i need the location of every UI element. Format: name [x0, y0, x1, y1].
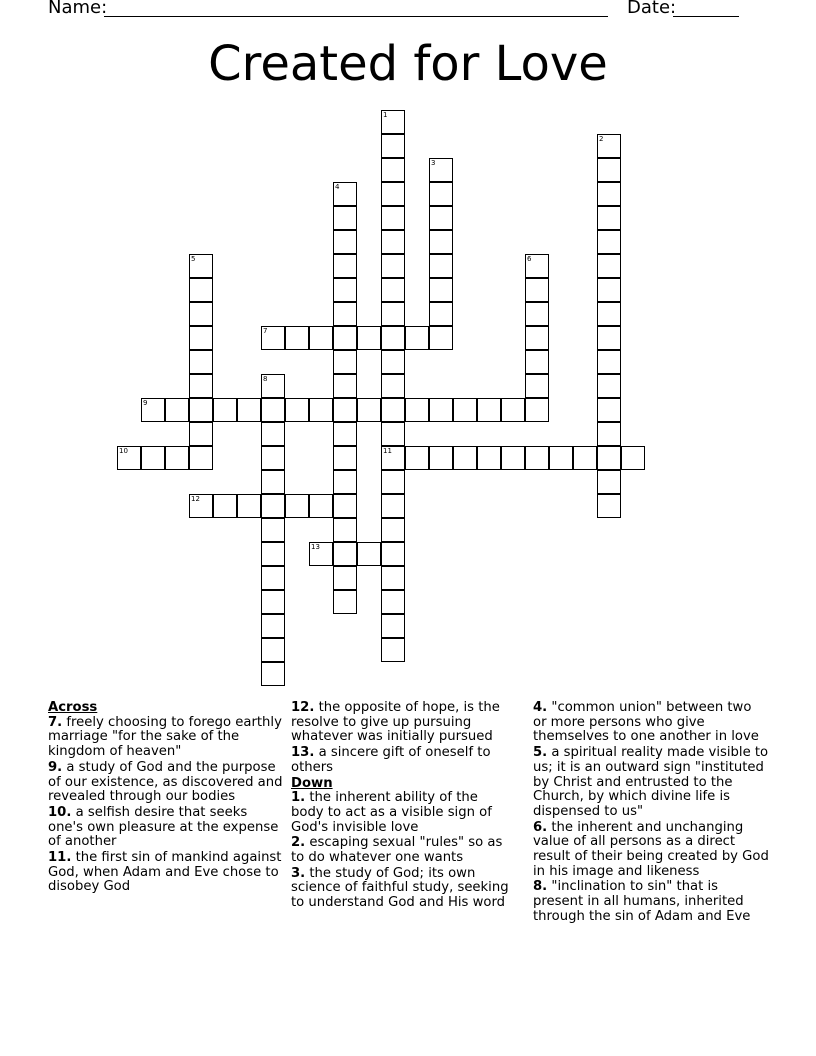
grid-cell[interactable] [597, 446, 621, 470]
clue-down-3 [291, 867, 513, 911]
grid-cell[interactable] [381, 566, 405, 590]
grid-cell[interactable] [213, 494, 237, 518]
grid-cell[interactable] [597, 278, 621, 302]
date-label: Date: [627, 0, 677, 18]
grid-cell[interactable] [333, 446, 357, 470]
grid-cell[interactable] [189, 254, 213, 278]
clue-number: 9. [48, 759, 63, 775]
grid-cell[interactable] [525, 254, 549, 278]
grid-cell[interactable] [597, 398, 621, 422]
clue-text: "inclination to sin" that is present in all humans, inherited through the sin of Adam and Eve [533, 879, 751, 924]
grid-cell[interactable] [189, 446, 213, 470]
grid-cell[interactable] [261, 614, 285, 638]
grid-cell[interactable] [381, 590, 405, 614]
grid-cell[interactable] [429, 182, 453, 206]
clues-column-3 [533, 701, 769, 926]
grid-cell[interactable] [381, 158, 405, 182]
grid-cell[interactable] [189, 278, 213, 302]
grid-cell[interactable] [429, 302, 453, 326]
grid-cell[interactable] [285, 398, 309, 422]
clue-number: 12. [291, 700, 315, 715]
grid-cell[interactable] [141, 398, 165, 422]
grid-cell[interactable] [261, 662, 285, 686]
grid-cell[interactable] [501, 446, 525, 470]
grid-cell-number: 7 [263, 327, 268, 335]
grid-cell[interactable] [501, 398, 525, 422]
grid-cell[interactable] [381, 398, 405, 422]
clue-across-11 [48, 851, 284, 895]
grid-cell[interactable] [261, 518, 285, 542]
clues-column-2 [291, 701, 513, 912]
grid-cell[interactable] [429, 158, 453, 182]
grid-cell[interactable] [381, 542, 405, 566]
grid-cell[interactable] [333, 494, 357, 518]
grid-cell[interactable] [381, 470, 405, 494]
grid-cell[interactable] [213, 398, 237, 422]
grid-cell[interactable] [597, 422, 621, 446]
grid-cell[interactable] [381, 638, 405, 662]
grid-cell[interactable] [429, 278, 453, 302]
clue-number: 1. [291, 790, 306, 806]
grid-cell[interactable] [333, 350, 357, 374]
grid-cell[interactable] [405, 446, 429, 470]
grid-cell[interactable] [381, 278, 405, 302]
clue-text: the inherent ability of the body to act as a visible sign of God's invisible love [291, 790, 492, 835]
grid-cell[interactable] [381, 374, 405, 398]
grid-cell-number: 5 [191, 255, 196, 263]
clue-number: 7. [48, 714, 63, 730]
grid-cell-number: 12 [191, 495, 200, 503]
grid-cell[interactable] [381, 422, 405, 446]
grid-cell[interactable] [429, 254, 453, 278]
grid-cell[interactable] [453, 398, 477, 422]
grid-cell[interactable] [189, 374, 213, 398]
grid-cell[interactable] [309, 494, 333, 518]
across-heading: Across [48, 700, 98, 715]
grid-cell-number: 8 [263, 375, 268, 383]
grid-cell[interactable] [165, 398, 189, 422]
grid-cell[interactable] [573, 446, 597, 470]
grid-cell[interactable] [141, 446, 165, 470]
grid-cell-number: 10 [119, 447, 128, 455]
grid-cell[interactable] [597, 302, 621, 326]
clue-down-6 [533, 821, 769, 880]
grid-cell[interactable] [117, 446, 141, 470]
clue-down-8 [533, 880, 769, 924]
grid-cell[interactable] [597, 158, 621, 182]
grid-cell[interactable] [333, 590, 357, 614]
clue-text: the opposite of hope, is the resolve to give up pursuing whatever was initially pursued [291, 700, 500, 745]
grid-cell[interactable] [429, 398, 453, 422]
grid-cell[interactable] [621, 446, 645, 470]
grid-cell[interactable] [333, 254, 357, 278]
grid-cell[interactable] [261, 326, 285, 350]
grid-cell[interactable] [357, 542, 381, 566]
grid-cell[interactable] [165, 446, 189, 470]
grid-cell[interactable] [525, 374, 549, 398]
grid-cell-number: 11 [383, 447, 392, 455]
grid-cell[interactable] [597, 134, 621, 158]
grid-cell[interactable] [309, 542, 333, 566]
grid-cell[interactable] [525, 446, 549, 470]
grid-cell[interactable] [381, 446, 405, 470]
grid-cell[interactable] [597, 326, 621, 350]
grid-cell[interactable] [261, 374, 285, 398]
grid-cell[interactable] [333, 374, 357, 398]
clue-text: escaping sexual "rules" so as to do whatever one wants [291, 835, 503, 866]
grid-cell[interactable] [357, 326, 381, 350]
clue-across-13 [291, 746, 513, 775]
grid-cell[interactable] [261, 590, 285, 614]
grid-cell[interactable] [261, 566, 285, 590]
clue-down-5 [533, 746, 769, 820]
grid-cell[interactable] [357, 398, 381, 422]
grid-cell[interactable] [477, 398, 501, 422]
clue-across-10 [48, 806, 284, 850]
grid-cell[interactable] [429, 326, 453, 350]
clue-text: a selfish desire that seeks one's own pleasure at the expense of another [48, 804, 279, 850]
clue-down-2 [291, 836, 513, 865]
grid-cell[interactable] [189, 326, 213, 350]
grid-cell[interactable] [381, 494, 405, 518]
grid-cell[interactable] [333, 470, 357, 494]
clue-number: 5. [533, 745, 548, 761]
clue-across-9 [48, 761, 284, 805]
grid-cell[interactable] [333, 182, 357, 206]
grid-cell[interactable] [237, 398, 261, 422]
grid-cell[interactable] [333, 518, 357, 542]
grid-cell[interactable] [405, 326, 429, 350]
clue-number: 3. [291, 865, 306, 881]
grid-cell[interactable] [381, 206, 405, 230]
name-label: Name: [48, 0, 108, 18]
grid-cell[interactable] [429, 230, 453, 254]
grid-cell[interactable] [597, 374, 621, 398]
grid-cell[interactable] [525, 278, 549, 302]
grid-cell[interactable] [261, 542, 285, 566]
grid-cell[interactable] [381, 254, 405, 278]
grid-cell[interactable] [597, 470, 621, 494]
clue-number: 4. [533, 700, 548, 715]
grid-cell[interactable] [189, 302, 213, 326]
grid-cell[interactable] [525, 350, 549, 374]
grid-cell[interactable] [333, 230, 357, 254]
grid-cell[interactable] [597, 230, 621, 254]
grid-cell[interactable] [189, 350, 213, 374]
grid-cell-number: 3 [431, 159, 436, 167]
grid-cell[interactable] [309, 326, 333, 350]
grid-cell[interactable] [597, 182, 621, 206]
grid-cell[interactable] [189, 422, 213, 446]
grid-cell[interactable] [477, 446, 501, 470]
grid-cell-number: 2 [599, 135, 604, 143]
clue-text: a study of God and the purpose of our existence, as discovered and revealed through our bodies [48, 759, 283, 805]
grid-cell[interactable] [333, 566, 357, 590]
clue-number: 8. [533, 879, 548, 895]
grid-cell[interactable] [381, 350, 405, 374]
grid-cell[interactable] [381, 518, 405, 542]
grid-cell[interactable] [285, 494, 309, 518]
grid-cell-number: 13 [311, 543, 320, 551]
grid-cell[interactable] [261, 398, 285, 422]
grid-cell[interactable] [261, 494, 285, 518]
clue-text: freely choosing to forego earthly marriage "for the sake of the kingdom of heaven" [48, 714, 282, 760]
clue-down-1 [291, 791, 513, 835]
grid-cell[interactable] [381, 134, 405, 158]
grid-cell[interactable] [333, 302, 357, 326]
grid-cell[interactable] [333, 278, 357, 302]
clue-text: "common union" between two or more persons who give themselves to one another in love [533, 700, 759, 745]
grid-cell-number: 9 [143, 399, 148, 407]
grid-cell[interactable] [381, 326, 405, 350]
clue-number: 13. [291, 745, 315, 761]
grid-cell[interactable] [381, 182, 405, 206]
grid-cell[interactable] [381, 230, 405, 254]
grid-cell[interactable] [333, 398, 357, 422]
grid-cell[interactable] [597, 494, 621, 518]
grid-cell[interactable] [261, 470, 285, 494]
grid-cell[interactable] [525, 398, 549, 422]
grid-cell[interactable] [597, 206, 621, 230]
grid-cell[interactable] [285, 326, 309, 350]
grid-cell[interactable] [453, 446, 477, 470]
grid-cell[interactable] [597, 350, 621, 374]
clue-across-12 [291, 701, 513, 745]
clue-number: 10. [48, 804, 72, 820]
grid-cell[interactable] [189, 398, 213, 422]
clue-text: the first sin of mankind against God, when Adam and Eve chose to disobey God [48, 850, 282, 895]
grid-cell[interactable] [381, 302, 405, 326]
grid-cell[interactable] [525, 302, 549, 326]
grid-cell[interactable] [597, 254, 621, 278]
grid-cell[interactable] [309, 398, 333, 422]
grid-cell[interactable] [333, 326, 357, 350]
grid-cell[interactable] [261, 446, 285, 470]
grid-cell[interactable] [333, 206, 357, 230]
grid-cell[interactable] [381, 110, 405, 134]
grid-cell[interactable] [381, 614, 405, 638]
grid-cell-number: 6 [527, 255, 532, 263]
clue-text: a sincere gift of oneself to others [291, 745, 491, 775]
page-title: Created for Love [208, 36, 608, 92]
grid-cell[interactable] [405, 398, 429, 422]
clue-across-7 [48, 716, 284, 760]
grid-cell[interactable] [429, 446, 453, 470]
grid-cell[interactable] [261, 422, 285, 446]
clue-text: the inherent and unchanging value of all persons as a direct result of their being created by God in his image and likeness [533, 819, 769, 879]
clue-number: 2. [291, 835, 306, 851]
grid-cell[interactable] [237, 494, 261, 518]
clues-column-1 [48, 701, 284, 896]
grid-cell[interactable] [333, 422, 357, 446]
clue-down-4 [533, 701, 769, 745]
down-heading: Down [291, 775, 333, 791]
grid-cell-number: 1 [383, 111, 388, 119]
clue-text: a spiritual reality made visible to us; it is an outward sign "instituted by Christ and entrusted to the Church, by which divine life is dispensed to us" [533, 745, 769, 819]
grid-cell[interactable] [549, 446, 573, 470]
clue-text: the study of God; its own science of faithful study, seeking to understand God and His word [291, 865, 509, 911]
clue-number: 11. [48, 850, 72, 866]
grid-cell[interactable] [333, 542, 357, 566]
grid-cell[interactable] [189, 494, 213, 518]
clue-number: 6. [533, 819, 548, 835]
grid-cell[interactable] [525, 326, 549, 350]
grid-cell[interactable] [429, 206, 453, 230]
grid-cell[interactable] [261, 638, 285, 662]
grid-cell-number: 4 [335, 183, 340, 191]
